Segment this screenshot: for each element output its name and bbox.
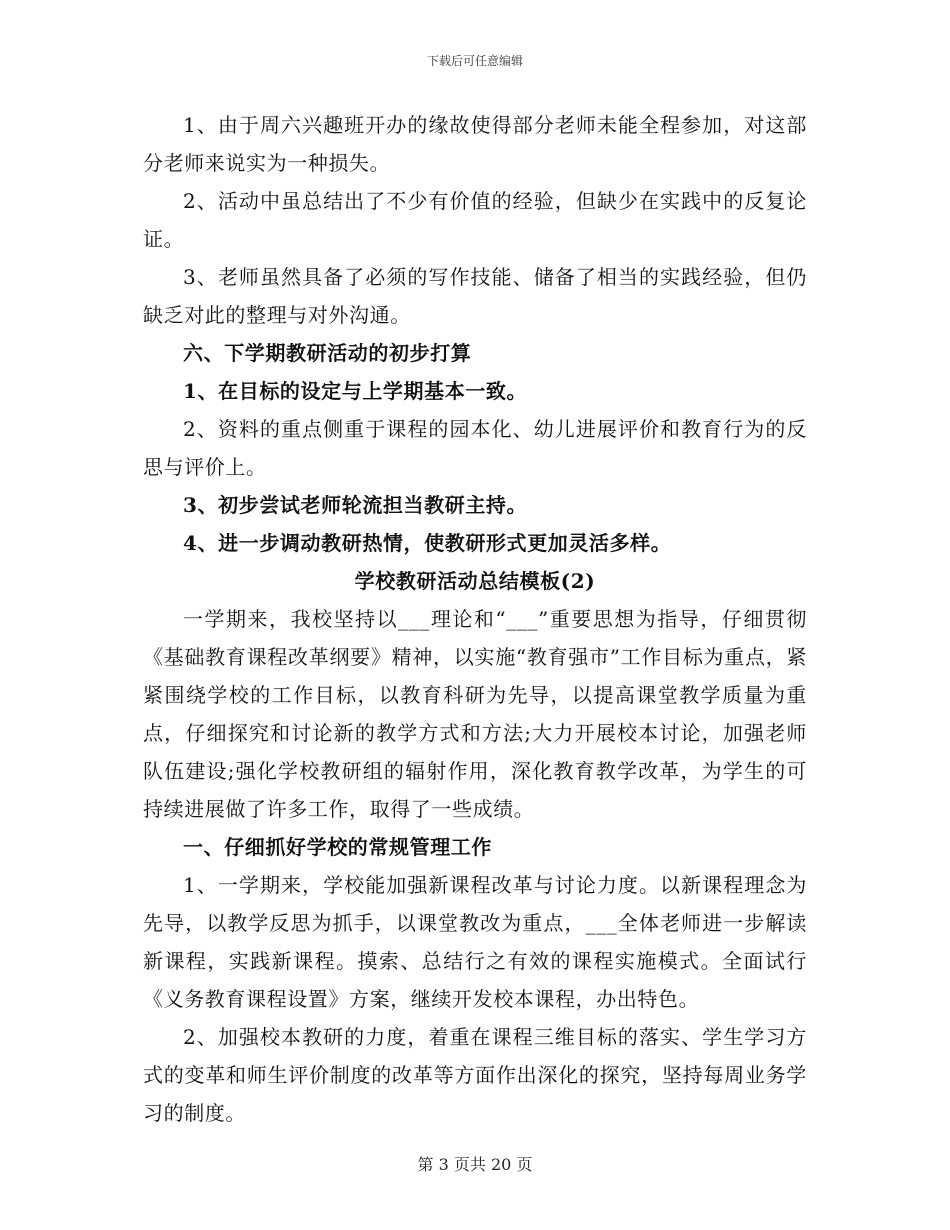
page-footer: 第 3 页共 20 页: [417, 1155, 533, 1174]
paragraph: 3、老师虽然具备了必须的写作技能、储备了相当的实践经验，但仍缺乏对此的整理与对外沟通。: [143, 265, 807, 327]
paragraph: 一学期来，我校坚持以___理论和“___”重要思想为指导，仔细贯彻《基础教育课程改革纲要》精神，以实施“教育强市”工作目标为重点，紧紧围绕学校的工作目标，以教育科研为先导，以提高课堂教学质量为重点，仔细探究和讨论新的教学方式和方法;大力开展校本讨论，加强老师队伍建设;强化学校教研组的辐射作用，深化教育教学改革，为学生的可持续进展做了许多工作，取得了一些成绩。: [143, 607, 807, 821]
page-header: 下载后可任意编辑: [426, 54, 523, 68]
paragraph-bold: 4、进一步调动教研热情，使教研形式更加灵活多样。: [183, 531, 672, 555]
document-body: [143, 106, 807, 1132]
document-title: 学校教研活动总结模板(2): [354, 569, 596, 593]
paragraph: 2、资料的重点侧重于课程的园本化、幼儿进展评价和教育行为的反思与评价上。: [143, 417, 807, 479]
paragraph-bold: 3、初步尝试老师轮流担当教研主持。: [183, 493, 528, 517]
paragraph: 2、活动中虽总结出了不少有价值的经验，但缺少在实践中的反复论证。: [143, 189, 807, 251]
section-heading: 六、下学期教研活动的初步打算: [183, 341, 472, 365]
paragraph-bold: 1、在目标的设定与上学期基本一致。: [183, 379, 528, 403]
paragraph: 2、加强校本教研的力度，着重在课程三维目标的落实、学生学习方式的变革和师生评价制度的改革等方面作出深化的探究，坚持每周业务学习的制度。: [143, 1025, 807, 1125]
paragraph: 1、一学期来，学校能加强新课程改革与讨论力度。以新课程理念为先导，以教学反思为抓手，以课堂教改为重点，___全体老师进一步解读新课程，实践新课程。摸索、总结行之有效的课程实施模式。全面试行《义务教育课程设置》方案，继续开发校本课程，办出特色。: [143, 873, 807, 1011]
paragraph: 1、由于周六兴趣班开办的缘故使得部分老师未能全程参加，对这部分老师来说实为一种损失。: [143, 113, 807, 175]
section-heading: 一、仔细抓好学校的常规管理工作: [183, 835, 492, 859]
